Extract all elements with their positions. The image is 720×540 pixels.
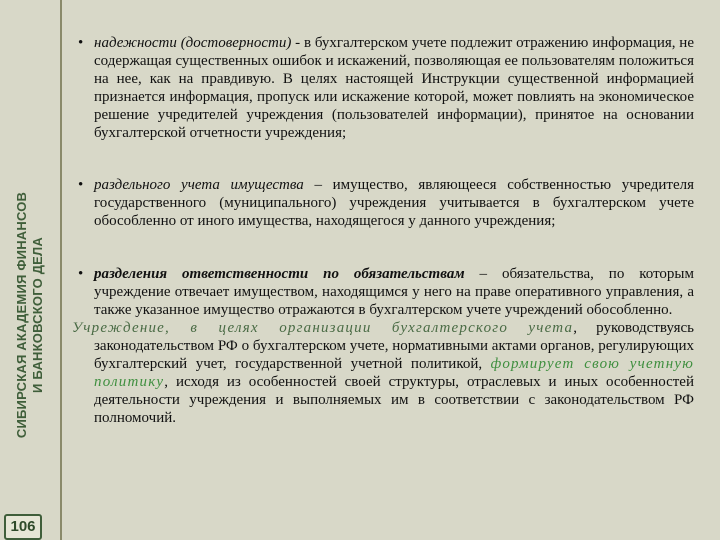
bullet-separate-accounting	[72, 176, 694, 230]
academy-title	[14, 192, 46, 438]
closing-emphasis: формирует свою учетную политику	[94, 356, 694, 390]
term-liability-separation: разделения ответственности по обязательствам	[94, 266, 465, 282]
term-separate-accounting: раздельного учета имущества	[94, 177, 304, 193]
closing-lead: Учреждение, в целях организации бухгалтерского учета	[72, 320, 574, 336]
sidebar	[0, 0, 60, 540]
slide-content	[72, 34, 694, 427]
closing-part2: , исходя из особенностей своей структуры, отраслевых и иных особенностей деятельности учреждения и выполняемых им в соответствии с законодательством РФ полномочий.	[94, 374, 694, 426]
bullet-reliability-text: - в бухгалтерском учете подлежит отражению информация, не содержащая существенных ошибок и искажений, позволяющая ее пользователям положиться на нее, как на правдивую. В целях настоящей Инструкции существенной информацией признается информация, пропуск или искажение которой, может повлиять на экономическое решение учредителей учреждения (пользователей информации), принятое на основании бухгалтерской отчетности учреждения;	[94, 35, 694, 141]
bullet-liability-separation-text: – обязательства, по которым учреждение отвечает имуществом, находящимся у него на праве оперативного управления, а также указанное имущество отражаются в бухгалтерском учете учреждений обособленно.	[94, 266, 695, 318]
academy-title-line1: СИБИРСКАЯ АКАДЕМИЯ ФИНАНСОВ	[14, 191, 29, 439]
sidebar-divider	[60, 0, 62, 540]
bullet-separate-accounting-text: – имущество, являющееся собственностью учредителя государственного (муниципального) учреждения учитывается в бухгалтерском учете обособленно от иного имущества, находящегося у данного учреждения;	[94, 177, 694, 229]
bullet-reliability	[72, 34, 694, 142]
term-reliability: надежности (достоверности)	[94, 35, 292, 51]
academy-title-line2: И БАНКОВСКОГО ДЕЛА	[30, 237, 45, 393]
closing-part1: , руководствуясь законодательством РФ о бухгалтерском учете, нормативными актами органов, регулирующих бухгалтерский учет, государственной учетной политикой,	[94, 320, 694, 372]
closing-paragraph	[72, 319, 694, 427]
bullet-liability-separation	[72, 265, 694, 319]
page-number: 106	[4, 514, 42, 540]
